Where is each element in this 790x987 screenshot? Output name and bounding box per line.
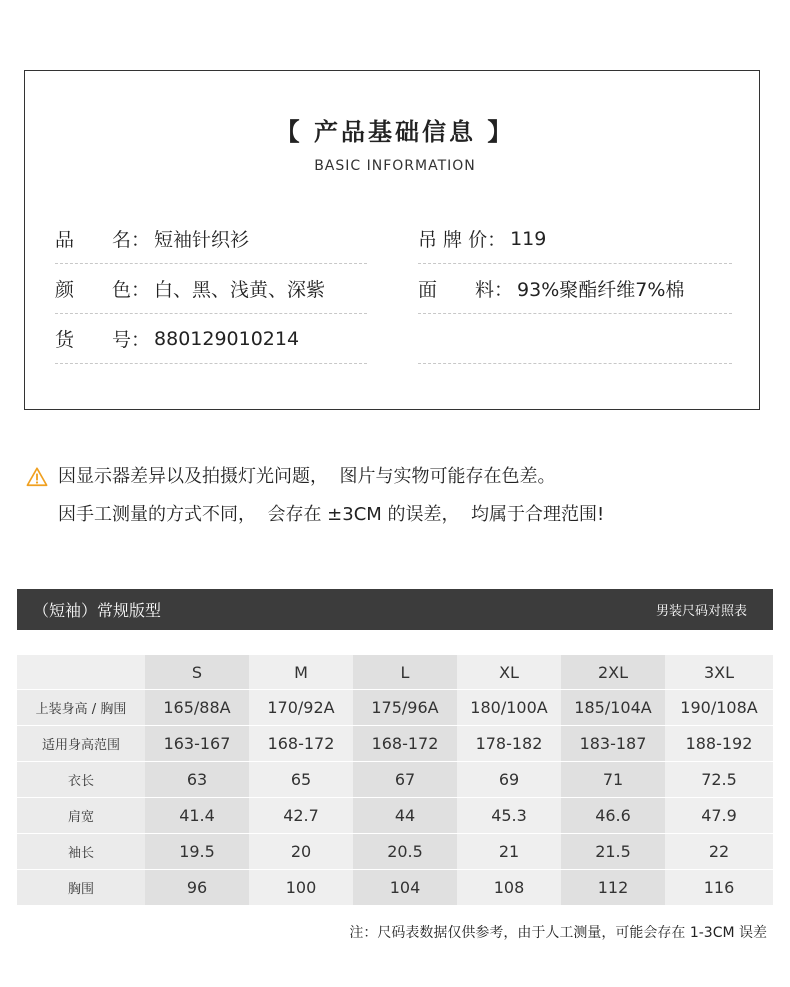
size-header-row — [17, 655, 773, 690]
field-empty — [418, 314, 732, 364]
field-item-number — [55, 314, 367, 364]
table-cell: 190/108A — [665, 690, 773, 726]
field-value: 白、黑、浅黄、深紫 — [154, 279, 326, 301]
field-label: 面 料： — [418, 279, 514, 301]
table-cell: 104 — [353, 870, 457, 906]
table-cell: 20 — [249, 834, 353, 870]
field-label: 品 名： — [55, 229, 151, 251]
size-chart-reference: 男装尺码对照表 — [655, 604, 747, 619]
row-label: 适用身高范围 — [17, 726, 145, 762]
notice-line-2 — [26, 496, 604, 534]
table-cell: 19.5 — [145, 834, 249, 870]
table-cell: 69 — [457, 762, 561, 798]
table-cell: 96 — [145, 870, 249, 906]
table-cell: 63 — [145, 762, 249, 798]
field-value: 880129010214 — [154, 327, 300, 350]
warning-icon — [26, 466, 48, 488]
table-row — [17, 690, 773, 726]
size-column-header: 3XL — [665, 655, 773, 690]
field-product-name — [55, 214, 367, 264]
table-row — [17, 870, 773, 906]
table-cell: 180/100A — [457, 690, 561, 726]
table-cell: 42.7 — [249, 798, 353, 834]
table-cell: 20.5 — [353, 834, 457, 870]
table-cell: 183-187 — [561, 726, 665, 762]
size-column-header: XL — [457, 655, 561, 690]
row-label: 胸围 — [17, 870, 145, 906]
table-cell: 175/96A — [353, 690, 457, 726]
field-label: 货 号： — [55, 329, 151, 351]
corner-cell — [17, 655, 145, 690]
table-cell: 185/104A — [561, 690, 665, 726]
field-tag-price — [418, 214, 732, 264]
table-cell: 44 — [353, 798, 457, 834]
row-label: 上装身高 / 胸围 — [17, 690, 145, 726]
table-cell: 45.3 — [457, 798, 561, 834]
row-label: 肩宽 — [17, 798, 145, 834]
table-row — [17, 762, 773, 798]
table-cell: 72.5 — [665, 762, 773, 798]
field-value: 短袖针织衫 — [154, 229, 250, 251]
size-column-header: L — [353, 655, 457, 690]
field-value: 93%聚酯纤维7%棉 — [517, 279, 685, 301]
table-cell: 21 — [457, 834, 561, 870]
table-cell: 168-172 — [249, 726, 353, 762]
table-cell: 21.5 — [561, 834, 665, 870]
size-chart-header — [17, 589, 773, 630]
info-title: 【 产品基础信息 】 — [275, 118, 515, 146]
table-cell: 65 — [249, 762, 353, 798]
field-color — [55, 264, 367, 314]
table-cell: 47.9 — [665, 798, 773, 834]
table-cell: 112 — [561, 870, 665, 906]
info-subtitle: BASIC INFORMATION — [314, 158, 476, 174]
notice-line-1 — [26, 458, 604, 496]
row-label: 衣长 — [17, 762, 145, 798]
size-column-header: 2XL — [561, 655, 665, 690]
table-cell: 108 — [457, 870, 561, 906]
table-cell: 170/92A — [249, 690, 353, 726]
table-row — [17, 834, 773, 870]
table-cell: 165/88A — [145, 690, 249, 726]
table-row — [17, 726, 773, 762]
row-label: 袖长 — [17, 834, 145, 870]
disclaimer-notice — [26, 458, 604, 534]
size-footnote: 注：尺码表数据仅供参考，由于人工测量，可能会存在 1-3CM 误差 — [349, 925, 767, 941]
field-label: 吊 牌 价： — [418, 229, 507, 251]
table-cell: 178-182 — [457, 726, 561, 762]
field-fabric — [418, 264, 732, 314]
table-cell: 46.6 — [561, 798, 665, 834]
size-chart-title: （短袖）常规版型 — [33, 601, 162, 620]
table-cell: 163-167 — [145, 726, 249, 762]
table-cell: 116 — [665, 870, 773, 906]
table-row — [17, 798, 773, 834]
table-cell: 71 — [561, 762, 665, 798]
table-cell: 41.4 — [145, 798, 249, 834]
table-cell: 22 — [665, 834, 773, 870]
field-value: 119 — [510, 227, 547, 250]
size-column-header: S — [145, 655, 249, 690]
table-cell: 67 — [353, 762, 457, 798]
table-cell: 168-172 — [353, 726, 457, 762]
size-table — [17, 655, 773, 906]
notice-text-1: 因显示器差异以及拍摄灯光问题， 图片与实物可能存在色差。 — [58, 466, 556, 487]
table-cell: 100 — [249, 870, 353, 906]
field-label: 颜 色： — [55, 279, 151, 301]
table-cell: 188-192 — [665, 726, 773, 762]
notice-text-2: 因手工测量的方式不同， 会存在 ±3CM 的误差， 均属于合理范围! — [58, 504, 605, 525]
size-column-header: M — [249, 655, 353, 690]
